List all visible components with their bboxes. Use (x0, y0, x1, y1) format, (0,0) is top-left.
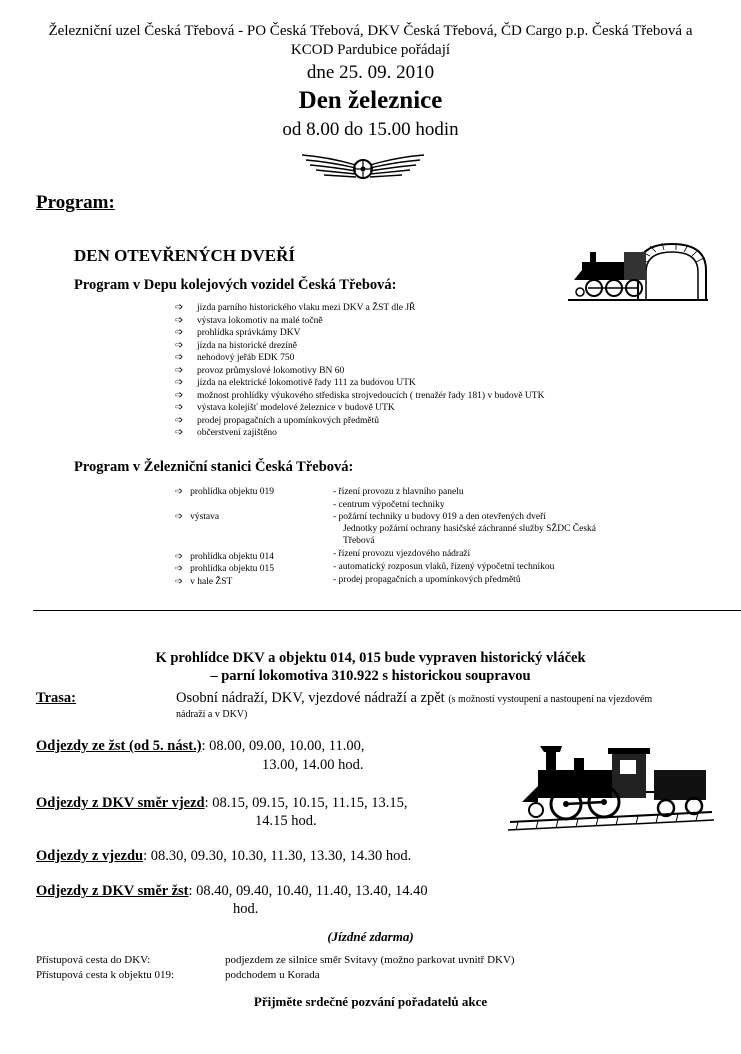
open-doors-heading: DEN OTEVŘENÝCH DVEŘÍ (74, 246, 296, 265)
list-item: ➩ občerstvení zajištěno (175, 427, 277, 438)
arrow-right-icon: ➩ (175, 427, 184, 438)
list-item: ➩ jízda parního historického vlaku mezi DKV a ŽST dle JŘ (175, 302, 416, 313)
list-item: ➩ jízda na historické drezíně (175, 339, 297, 351)
station-item: ➩ výstava (175, 512, 220, 522)
station-detail: - prodej propagačních a upomínkových předmětů (333, 575, 521, 585)
list-item: ➩ výstava lokomotiv na malé točně (175, 314, 323, 326)
station-detail: Třebová (343, 536, 375, 546)
departures-from-dkv-to-station: Odjezdy z DKV směr žst: 08.40, 09.40, 10.40, 11.40, 13.40, 14.40 (36, 883, 428, 899)
organizers-line-2: KCOD Pardubice pořádají (290, 42, 451, 58)
depot-program-list (175, 302, 544, 440)
list-item: ➩ nehodový jeřáb EDK 750 (175, 352, 295, 363)
access-019-label: Přístupová cesta k objektu 019: (36, 969, 175, 981)
arrow-right-icon: ➩ (175, 564, 191, 574)
organizers-line-1: Železniční uzel Česká Třebová - PO Česká Třebová, DKV Česká Třebová, ČD Cargo p.p. Česká Třebová a (48, 23, 693, 39)
arrow-right-icon: ➩ (175, 339, 184, 351)
arrow-right-icon: ➩ (175, 552, 191, 562)
station-detail: - požární techniky u budovy 019 a den otevřených dveří (333, 512, 546, 522)
page-title: Den železnice (298, 87, 443, 114)
list-item: ➩ jízda na elektrické lokomotivě řady 111 za budovou UTK (175, 377, 416, 388)
arrow-right-icon: ➩ (175, 389, 184, 401)
list-item: ➩ výstava kolejišť modelové železnice v budově UTK (175, 402, 395, 413)
free-fare: (Jízdné zdarma) (327, 929, 414, 944)
steam-locomotive-icon (508, 730, 714, 840)
route-label: Trasa: (36, 690, 77, 706)
arrow-right-icon: ➩ (175, 577, 191, 587)
locomotive-tunnel-icon (568, 240, 708, 308)
arrow-right-icon: ➩ (175, 364, 184, 376)
event-date: dne 25. 09. 2010 (306, 62, 435, 83)
station-heading: Program v Železniční stanici Česká Třebová: (74, 459, 354, 475)
arrow-right-icon: ➩ (175, 402, 184, 413)
arrow-right-icon: ➩ (175, 487, 191, 497)
departures-from-dkv-to-yard: Odjezdy z DKV směr vjezd: 08.15, 09.15, 10.15, 11.15, 13.15, (36, 795, 408, 811)
arrow-right-icon: ➩ (175, 314, 184, 326)
list-item: ➩ prodej propagačních a upomínkových předmětů (175, 414, 380, 426)
departures-from-yard: Odjezdy z vjezdu: 08.30, 09.30, 10.30, 11.30, 13.30, 14.30 hod. (36, 848, 412, 864)
arrow-right-icon: ➩ (175, 302, 184, 313)
station-item: ➩ v hale ŽST (175, 577, 233, 587)
arrow-right-icon: ➩ (175, 414, 184, 426)
station-detail: - řízení provozu vjezdového nádraží (333, 549, 471, 559)
access-019-text: podchodem u Korada (225, 969, 320, 981)
divider (33, 610, 741, 611)
route-text: Osobní nádraží, DKV, vjezdové nádraží a zpět (s možností vystoupení a nastoupení na vjezdovém (176, 690, 653, 706)
departures-from-dkv-to-yard-cont: 14.15 hod. (255, 813, 317, 829)
arrow-right-icon: ➩ (175, 512, 191, 522)
access-dkv-text: podjezdem ze silnice směr Svitavy (možno parkovat uvnitř DKV) (225, 954, 515, 966)
station-item: ➩ prohlídka objektu 015 (175, 564, 274, 574)
departures-from-station-cont: 13.00, 14.00 hod. (262, 757, 364, 773)
event-hours: od 8.00 do 15.00 hodin (282, 119, 459, 140)
list-item: ➩ provoz průmyslové lokomotivy BN 60 (175, 364, 345, 376)
station-detail: - automatický rozposun vlaků, řízený výpočetní technikou (333, 562, 555, 572)
winged-wheel-icon (298, 145, 428, 189)
invitation: Přijměte srdečné pozvání pořadatelů akce (253, 994, 488, 1009)
train-line-2: – parní lokomotiva 310.922 s historickou soupravou (210, 668, 531, 684)
list-item: ➩ prohlídka správkámy DKV (175, 327, 301, 338)
list-item: ➩ možnost prohlídky výukového střediska strojvedoucích ( trenažér řady 181) v budově UTK (175, 389, 545, 401)
arrow-right-icon: ➩ (175, 377, 184, 388)
departures-from-station: Odjezdy ze žst (od 5. nást.): 08.00, 09.00, 10.00, 11.00, (36, 738, 365, 754)
station-item: ➩ prohlídka objektu 019 (175, 487, 274, 497)
train-line-1: K prohlídce DKV a objektu 014, 015 bude vypraven historický vláček (155, 650, 586, 666)
route-note: nádraží a v DKV) (176, 709, 248, 720)
departures-from-dkv-to-station-cont: hod. (233, 901, 259, 917)
depot-heading: Program v Depu kolejových vozidel Česká Třebová: (74, 277, 397, 293)
station-detail: - řízení provozu z hlavního panelu (333, 487, 464, 497)
station-detail: Jednotky požární ochrany hasičské záchranné služby SŽDC Česká (343, 524, 596, 534)
station-detail: - centrum výpočetní techniky (333, 500, 445, 510)
program-heading: Program: (36, 192, 115, 213)
arrow-right-icon: ➩ (175, 327, 184, 338)
station-item: ➩ prohlídka objektu 014 (175, 552, 274, 562)
access-dkv-label: Přístupová cesta do DKV: (36, 954, 151, 966)
arrow-right-icon: ➩ (175, 352, 184, 363)
